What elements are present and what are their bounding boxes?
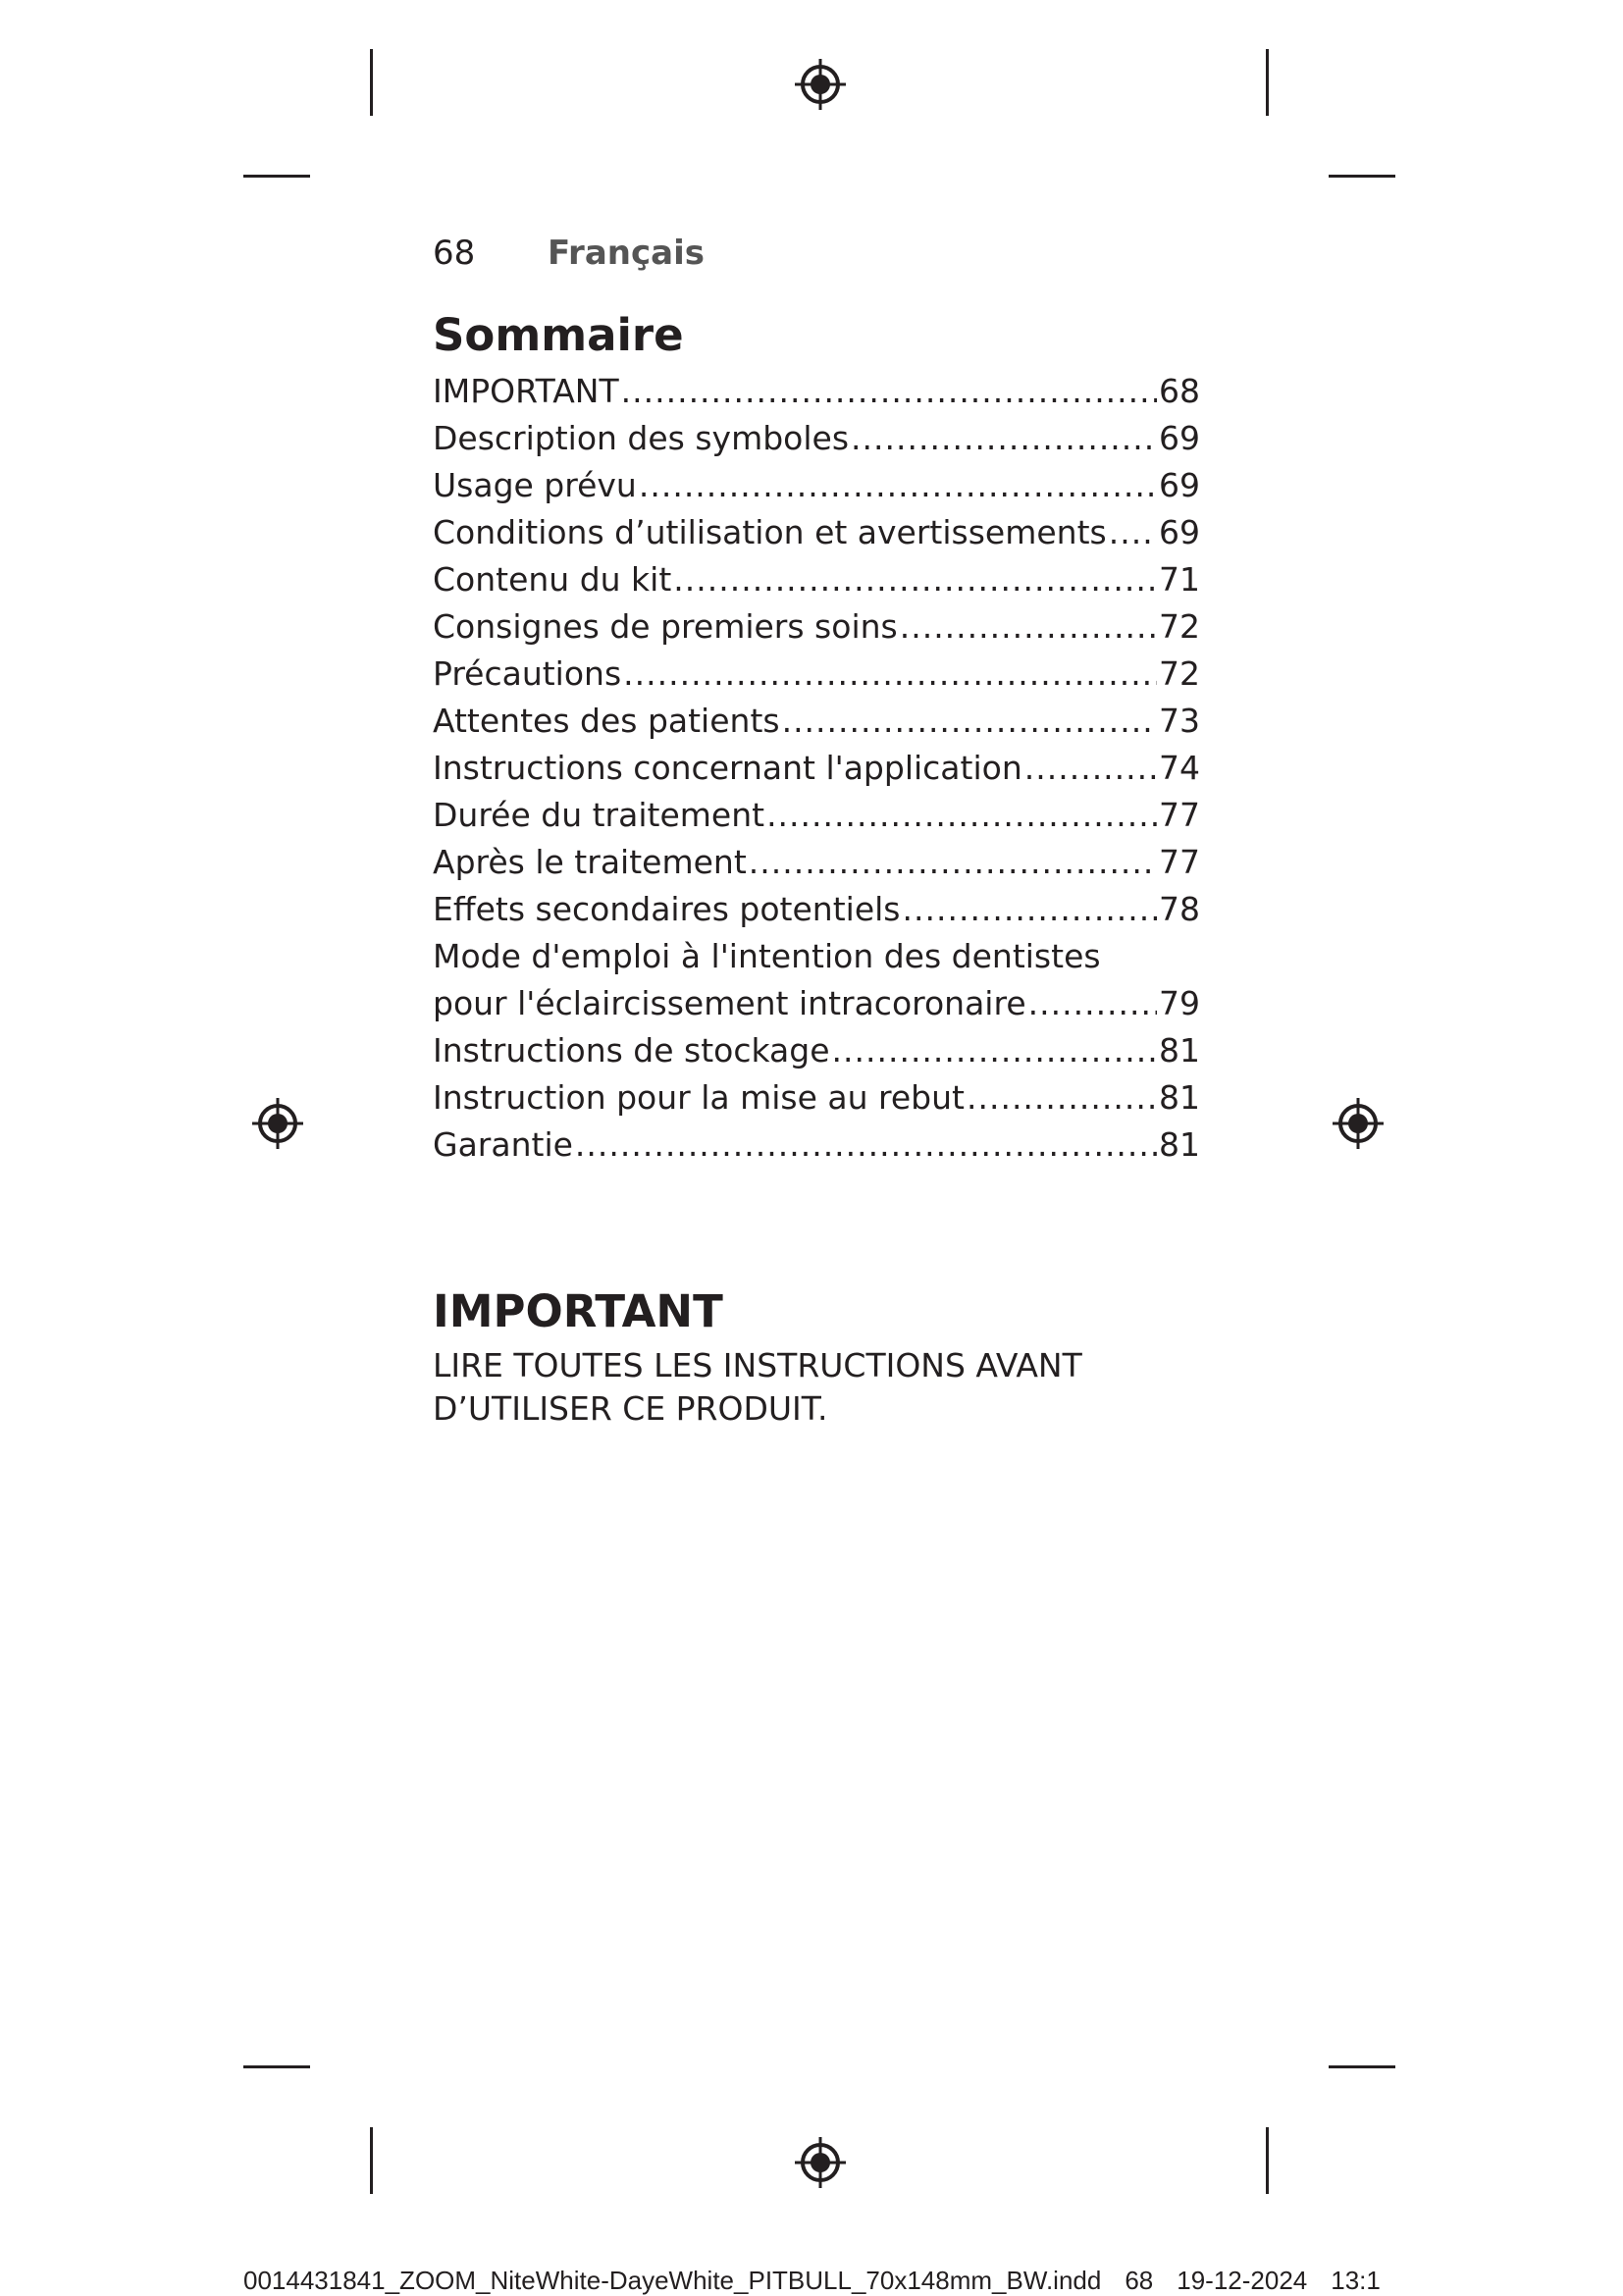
toc-entry[interactable]: [433, 462, 1200, 509]
toc-leader-dots: [1028, 980, 1157, 1027]
toc-leader-dots: [749, 839, 1157, 886]
toc-entry-title: Conditions d’utilisation et avertissements: [433, 513, 1107, 551]
table-of-contents: [433, 368, 1200, 1169]
toc-entry[interactable]: [433, 556, 1200, 603]
toc-leader-dots: [621, 368, 1157, 415]
contents-heading: Sommaire: [433, 309, 684, 361]
toc-entry-title: Contenu du kit: [433, 560, 672, 599]
toc-entry-title: Usage prévu: [433, 466, 637, 504]
crop-mark-top-right: [1266, 49, 1269, 116]
language-label: Français: [548, 234, 705, 273]
toc-entry-title: pour l'éclaircissement intracoronaire: [433, 984, 1026, 1022]
toc-entry[interactable]: [433, 1074, 1200, 1122]
toc-entry-page: 72: [1159, 607, 1200, 646]
toc-entry-page: 81: [1159, 1031, 1200, 1070]
toc-entry-title: Instructions concernant l'application: [433, 749, 1022, 787]
toc-leader-dots: [673, 556, 1157, 603]
important-line-1: LIRE TOUTES LES INSTRUCTIONS AVANT: [433, 1346, 1082, 1384]
toc-leader-dots: [967, 1074, 1157, 1122]
toc-entry[interactable]: [433, 886, 1200, 933]
toc-entry-title-line1: Mode d'emploi à l'intention des dentistes: [433, 937, 1101, 975]
slug-filename: 0014431841_ZOOM_NiteWhite-DayeWhite_PITBULL_70x148mm_BW.indd: [243, 2266, 1102, 2295]
toc-leader-dots: [766, 792, 1157, 839]
toc-entry-title: Attentes des patients: [433, 702, 780, 740]
page-number: 68: [433, 234, 476, 273]
registration-mark-icon: [793, 57, 848, 112]
slug-time: 13:1: [1331, 2266, 1381, 2295]
important-line-2: D’UTILISER CE PRODUIT.: [433, 1389, 828, 1428]
toc-entry-title: Description des symboles: [433, 419, 850, 457]
running-header: [433, 234, 705, 273]
toc-entry-page: 79: [1159, 984, 1200, 1022]
toc-leader-dots: [900, 603, 1157, 651]
toc-entry-page: 69: [1159, 466, 1200, 504]
toc-leader-dots: [832, 1027, 1157, 1074]
toc-entry-page: 78: [1159, 890, 1200, 928]
toc-leader-dots: [1109, 509, 1157, 556]
crop-mark-right-bottom: [1329, 2065, 1395, 2068]
important-heading: IMPORTANT: [433, 1285, 723, 1337]
toc-leader-dots: [903, 886, 1158, 933]
toc-entry-title: Instruction pour la mise au rebut: [433, 1078, 965, 1117]
toc-entry-page: 81: [1159, 1125, 1200, 1164]
toc-entry[interactable]: [433, 745, 1200, 792]
crop-mark-bottom-right: [1266, 2127, 1269, 2194]
registration-mark-icon: [1331, 1096, 1386, 1151]
toc-entry-title: Effets secondaires potentiels: [433, 890, 901, 928]
toc-entry[interactable]: [433, 698, 1200, 745]
important-notice: [433, 1344, 1082, 1431]
toc-entry-page: 69: [1159, 419, 1200, 457]
toc-leader-dots: [623, 651, 1157, 698]
toc-entry-title: Précautions: [433, 654, 622, 693]
toc-leader-dots: [1024, 745, 1157, 792]
crop-mark-left-top: [243, 175, 310, 178]
print-slug: [243, 2266, 1404, 2296]
toc-leader-dots: [575, 1122, 1157, 1169]
toc-entry-page: 69: [1159, 513, 1200, 551]
toc-entry-title: Durée du traitement: [433, 796, 765, 834]
toc-entry[interactable]: [433, 980, 1200, 1027]
toc-entry-page: 71: [1159, 560, 1200, 599]
toc-entry-title: Garantie: [433, 1125, 573, 1164]
crop-mark-top-left: [370, 49, 373, 116]
toc-entry-page: 77: [1159, 843, 1200, 881]
toc-entry-title: IMPORTANT: [433, 372, 619, 410]
toc-leader-dots: [851, 415, 1157, 462]
toc-entry[interactable]: [433, 1027, 1200, 1074]
toc-entry-page: 73: [1159, 702, 1200, 740]
toc-entry[interactable]: [433, 368, 1200, 415]
toc-entry-title: Consignes de premiers soins: [433, 607, 898, 646]
toc-entry[interactable]: [433, 415, 1200, 462]
registration-mark-icon: [250, 1096, 305, 1151]
toc-entry[interactable]: [433, 651, 1200, 698]
slug-page: 68: [1125, 2266, 1154, 2295]
toc-entry-page: 68: [1159, 372, 1200, 410]
toc-entry-page: 72: [1159, 654, 1200, 693]
slug-date: 19-12-2024: [1177, 2266, 1308, 2295]
toc-entry[interactable]: [433, 839, 1200, 886]
toc-leader-dots: [639, 462, 1157, 509]
registration-mark-icon: [793, 2135, 848, 2190]
toc-entry[interactable]: [433, 509, 1200, 556]
toc-entry-title: Après le traitement: [433, 843, 747, 881]
toc-entry[interactable]: [433, 603, 1200, 651]
toc-entry-page: 81: [1159, 1078, 1200, 1117]
toc-entry[interactable]: [433, 792, 1200, 839]
toc-entry-page: 74: [1159, 749, 1200, 787]
crop-mark-right-top: [1329, 175, 1395, 178]
crop-mark-left-bottom: [243, 2065, 310, 2068]
toc-entry-title: Instructions de stockage: [433, 1031, 830, 1070]
toc-entry[interactable]: [433, 1122, 1200, 1169]
toc-entry-page: 77: [1159, 796, 1200, 834]
toc-leader-dots: [782, 698, 1157, 745]
crop-mark-bottom-left: [370, 2127, 373, 2194]
